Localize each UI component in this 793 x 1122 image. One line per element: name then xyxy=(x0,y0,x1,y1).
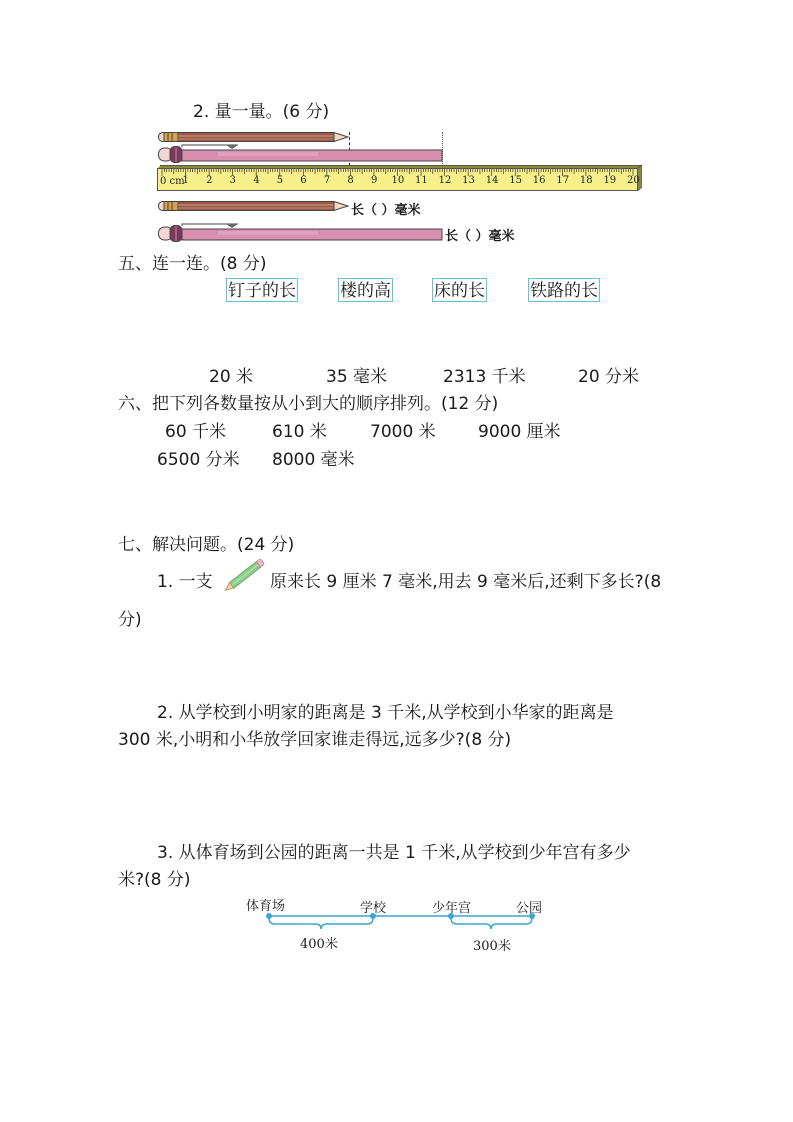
match-unit[interactable]: 2313 千米 xyxy=(443,367,526,387)
ruler-tick-label: 3 xyxy=(229,175,237,186)
ruler-tick-label: 9 xyxy=(370,175,378,186)
distance-diagram xyxy=(240,893,560,955)
q3-line1: 3. 从体育场到公园的距离一共是 1 千米,从学校到少年宫有多少 xyxy=(157,843,631,863)
pencil-length-answer[interactable]: 长（ ）毫米 xyxy=(351,203,421,218)
ruler-tick-label: 6 xyxy=(300,175,307,186)
ruler-tick-label: 15 xyxy=(509,175,522,186)
ruler-tick-label: 4 xyxy=(253,175,260,186)
quantity-item: 7000 米 xyxy=(370,422,436,442)
brace-label-400m: 400米 xyxy=(300,937,338,952)
quantity-item: 6500 分米 xyxy=(157,450,240,470)
section-seven-title: 七、解决问题。(24 分) xyxy=(118,535,295,555)
match-item-bed[interactable]: 床的长 xyxy=(432,278,487,302)
ruler-tick-label: 12 xyxy=(438,175,452,186)
point-youth-palace: 少年宫 xyxy=(432,901,472,916)
pencil-icon xyxy=(158,200,352,213)
point-stadium: 体育场 xyxy=(246,899,286,914)
ruler-tick-label: 10 xyxy=(391,175,405,186)
q1-text-cont: 分) xyxy=(118,610,142,630)
match-item-railway[interactable]: 铁路的长 xyxy=(528,278,600,302)
q1-prefix: 1. 一支 xyxy=(157,572,213,592)
ruler-tick-label: 5 xyxy=(276,175,284,186)
ruler-tick-label: 17 xyxy=(556,175,570,186)
ruler-tick-label: 16 xyxy=(532,175,546,186)
measure-title: 2. 量一量。(6 分) xyxy=(193,102,330,122)
brace-label-300m: 300米 xyxy=(473,939,511,954)
point-park: 公园 xyxy=(516,901,543,916)
pen-icon xyxy=(158,144,446,164)
q2-line1: 2. 从学校到小明家的距离是 3 千米,从学校到小华家的距离是 xyxy=(157,703,614,723)
ruler-tick-label: 20 xyxy=(627,175,640,186)
ruler-tick-label: 2 xyxy=(206,175,213,186)
point-school: 学校 xyxy=(360,901,387,916)
match-unit[interactable]: 35 毫米 xyxy=(326,367,388,387)
q2-line2: 300 米,小明和小华放学回家谁走得远,远多少?(8 分) xyxy=(118,730,512,750)
ruler-tick-label: 7 xyxy=(323,175,331,186)
q1-text: 原来长 9 厘米 7 毫米,用去 9 毫米后,还剩下多长?(8 xyxy=(270,572,662,592)
ruler-tick-label: 1 xyxy=(182,175,189,186)
ruler-tick-label: 11 xyxy=(415,175,428,186)
section-six-title: 六、把下列各数量按从小到大的顺序排列。(12 分) xyxy=(118,394,499,414)
ruler xyxy=(157,165,642,191)
ruler-unit-label: 0 cm xyxy=(160,176,185,187)
pen-icon xyxy=(158,223,446,243)
ruler-tick-label: 18 xyxy=(579,175,593,186)
q3-line2: 米?(8 分) xyxy=(118,870,191,890)
pencil-icon xyxy=(158,131,352,144)
quantity-item: 8000 毫米 xyxy=(272,450,355,470)
ruler-tick-label: 14 xyxy=(485,175,499,186)
quantity-item: 60 千米 xyxy=(165,422,227,442)
match-item-nail[interactable]: 钉子的长 xyxy=(226,278,298,302)
pencil-icon xyxy=(222,556,272,592)
match-item-building[interactable]: 楼的高 xyxy=(338,278,393,302)
match-unit[interactable]: 20 米 xyxy=(209,367,254,387)
quantity-item: 610 米 xyxy=(272,422,327,442)
ruler-tick-label: 19 xyxy=(603,175,617,186)
section-five-title: 五、连一连。(8 分) xyxy=(118,254,267,274)
pen-length-answer[interactable]: 长（ ）毫米 xyxy=(445,229,515,244)
ruler-tick-label: 13 xyxy=(462,175,475,186)
quantity-item: 9000 厘米 xyxy=(478,422,561,442)
ruler-tick-label: 8 xyxy=(347,175,354,186)
match-unit[interactable]: 20 分米 xyxy=(578,367,640,387)
